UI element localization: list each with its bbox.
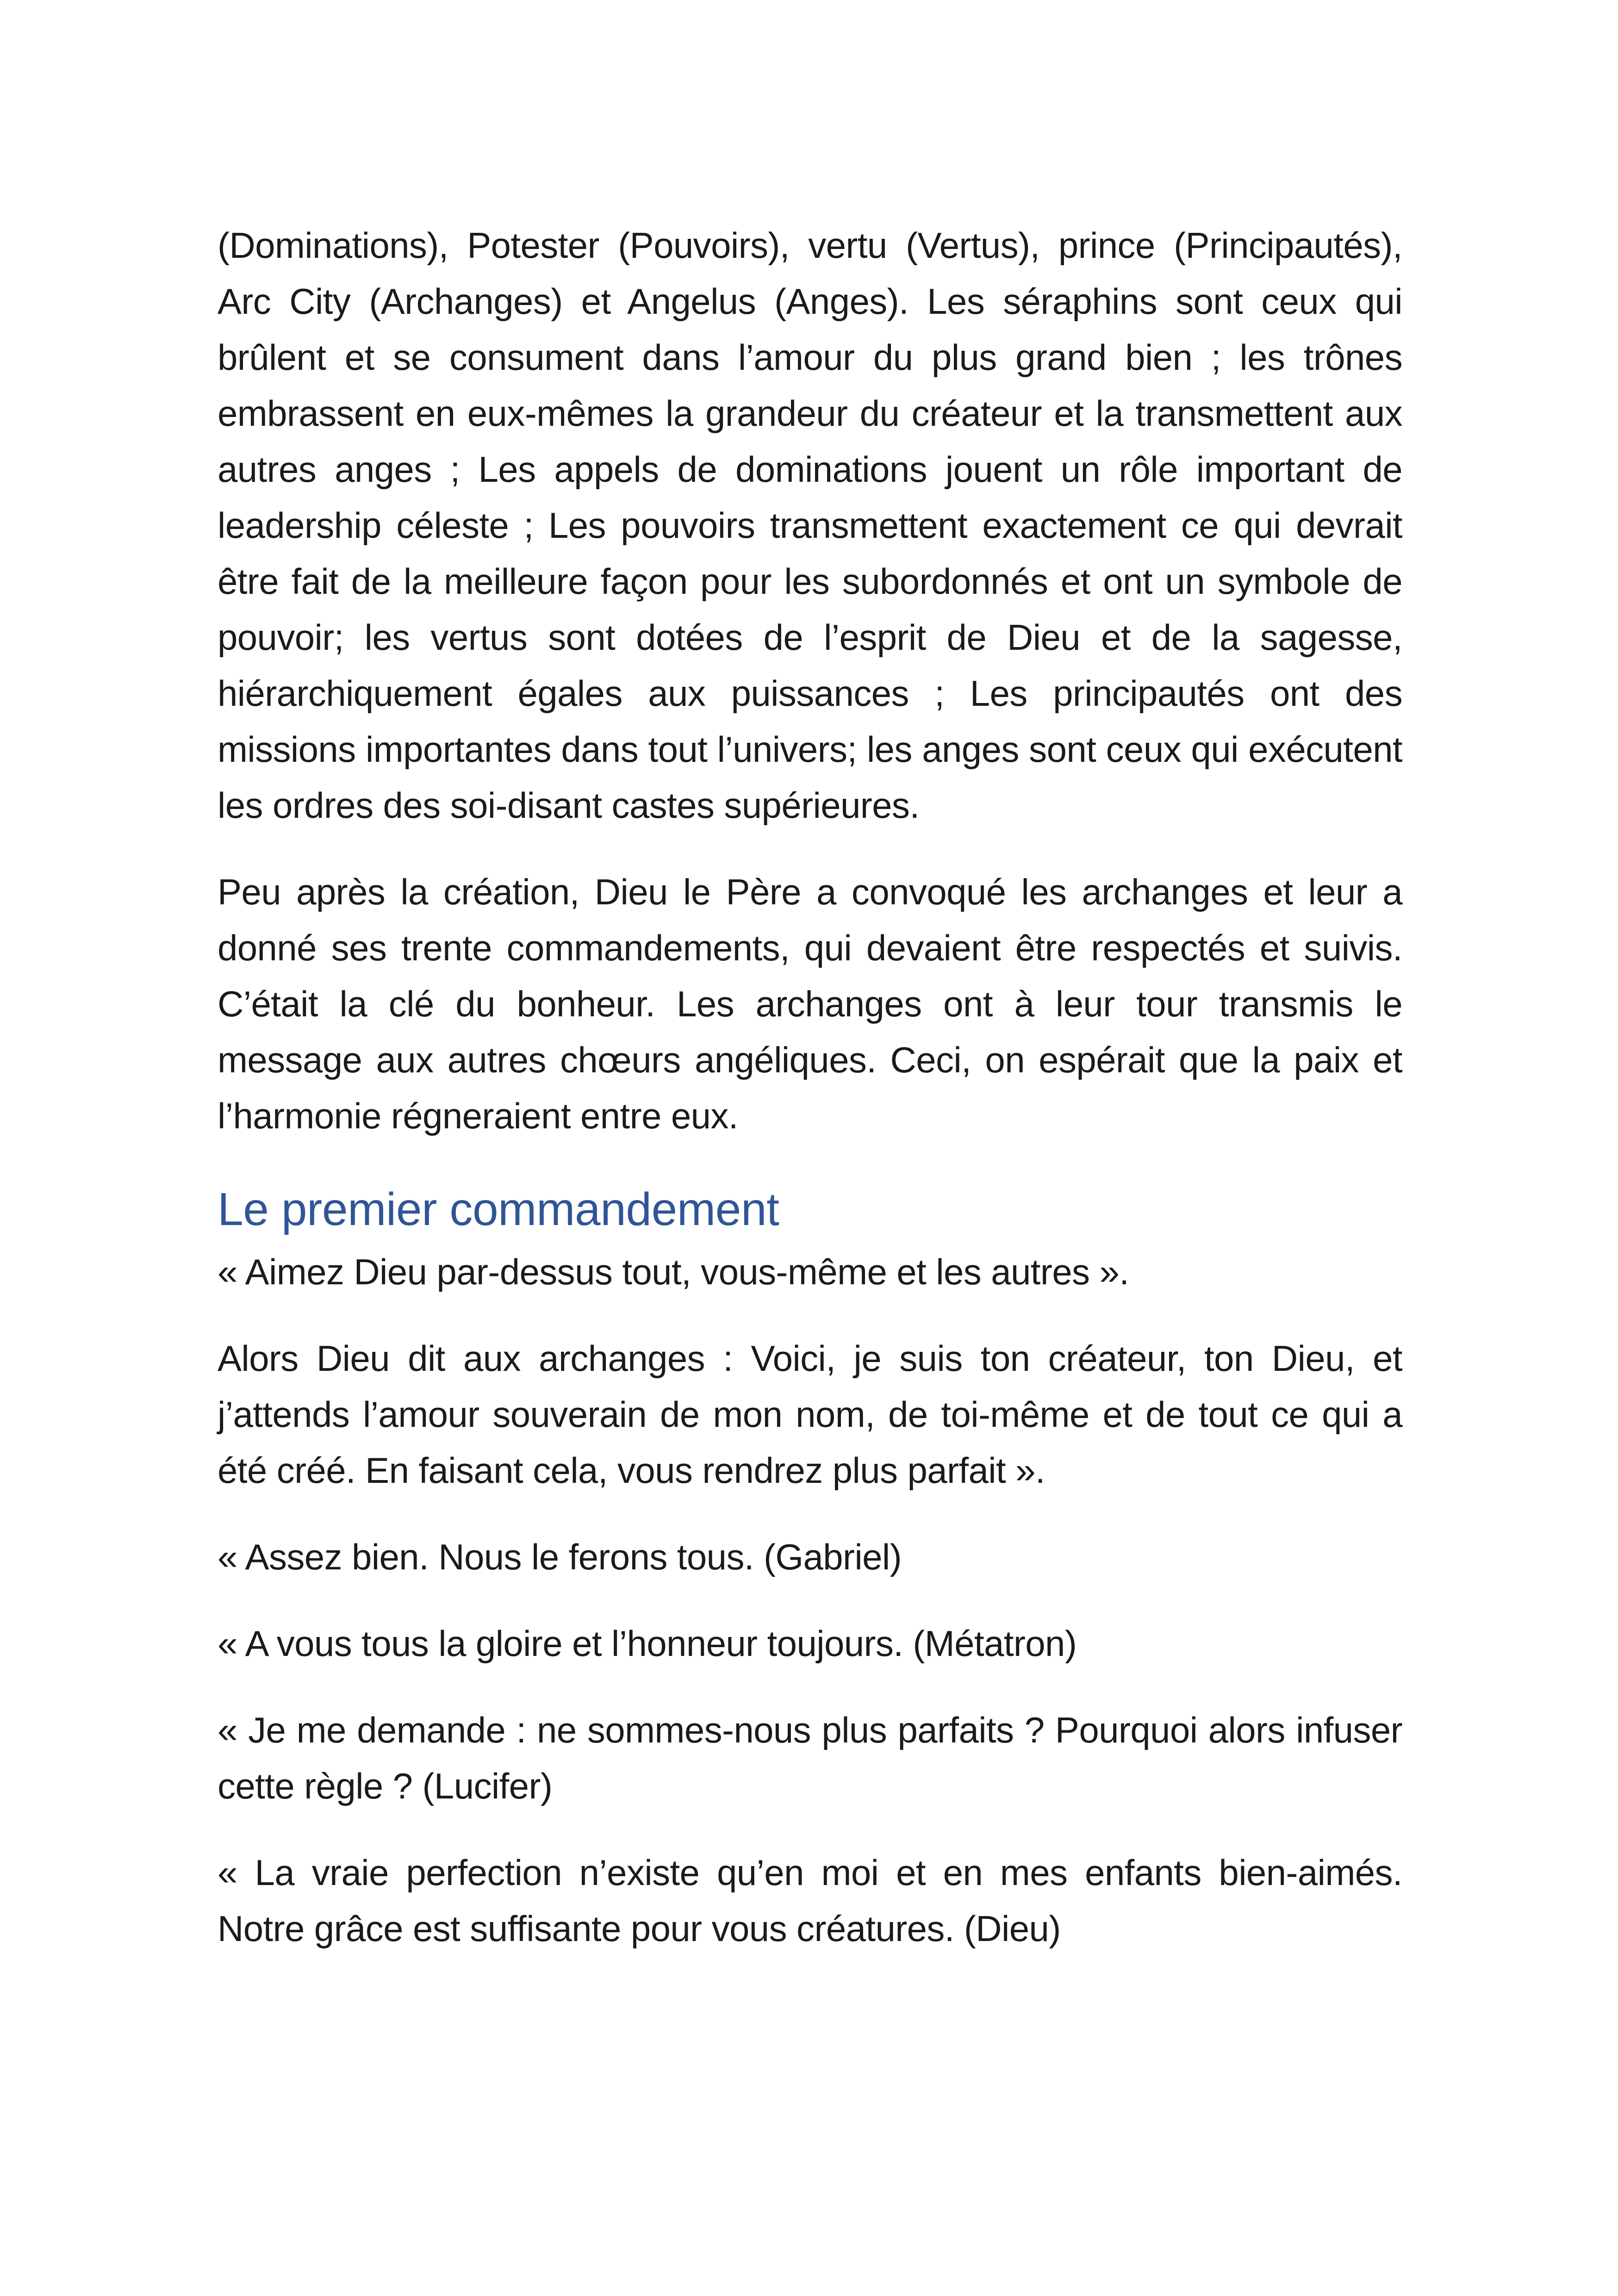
paragraph-commandment-quote: « Aimez Dieu par-dessus tout, vous-même et les autres ».	[218, 1251, 1129, 1292]
section-heading: Le premier commandement	[218, 1183, 779, 1235]
paragraph-lucifer: « Je me demande : ne sommes-nous plus parfaits ? Pourquoi alors infuser cette règle ? (Lucifer)	[218, 1710, 1402, 1806]
paragraph-thirty-commandments: Peu après la création, Dieu le Père a convoqué les archanges et leur a donné ses trente commandements, qui devaient être respectés et suivis. C’était la clé du bonheur. Les archanges ont à leur tour transmis le message aux autres chœurs angéliques. Ceci, on espérait que la paix et l’harmonie régneraient entre eux.	[218, 871, 1402, 1136]
paragraph-god-reply: « La vraie perfection n’existe qu’en moi et en mes enfants bien-aimés. Notre grâce est suffisante pour vous créatures. (Dieu)	[218, 1852, 1402, 1949]
paragraph-celestial-hierarchy: (Dominations), Potester (Pouvoirs), vertu (Vertus), prince (Principautés), Arc City (Archanges) et Angelus (Anges). Les séraphins sont ceux qui brûlent et se consument dans l’amour du plus grand bien ; les trônes embrassent en eux-mêmes la grandeur du créateur et la transmettent aux autres anges ; Les appels de dominations jouent un rôle important de leadership céleste ; Les pouvoirs transmettent exactement ce qui devrait être fait de la meilleure façon pour les subordonnés et ont un symbole de pouvoir; les vertus sont dotées de l’esprit de Dieu et de la sagesse, hiérarchiquement égales aux puissances ; Les principautés ont des missions importantes dans tout l’univers; les anges sont ceux qui exécutent les ordres des soi-disant castes supérieures.	[218, 225, 1402, 826]
paragraph-metatron: « A vous tous la gloire et l’honneur toujours. (Métatron)	[218, 1623, 1077, 1664]
paragraph-gabriel: « Assez bien. Nous le ferons tous. (Gabriel)	[218, 1537, 902, 1577]
paragraph-god-speaks: Alors Dieu dit aux archanges : Voici, je suis ton créateur, ton Dieu, et j’attends l’amour souverain de mon nom, de toi-même et de tout ce qui a été créé. En faisant cela, vous rendrez plus parfait ».	[218, 1338, 1402, 1491]
document-page	[218, 218, 1402, 1987]
